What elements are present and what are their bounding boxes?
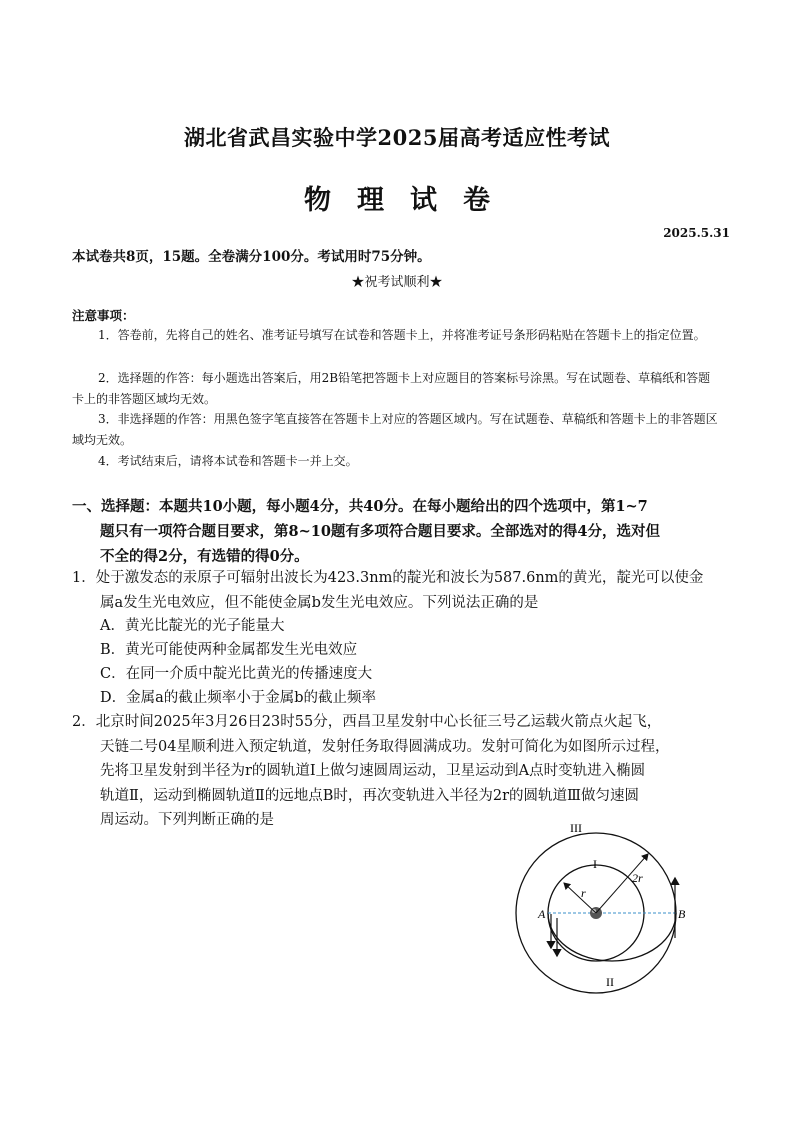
question-1-option-d: D．金属a的截止频率小于金属b的截止频率 (100, 690, 377, 706)
good-luck-line: ★祝考试顺利★ (351, 275, 443, 290)
subject-title: 物理试卷 (304, 185, 516, 216)
question-2-line-1: 2．北京时间2025年3月26日23时55分，西昌卫星发射中心长征三号乙运载火箭点火起飞， (72, 714, 662, 730)
orbit-II-ellipse (548, 913, 676, 961)
notice-item-1: 1．答卷前，先将自己的姓名、准考证号填写在试卷和答题卡上，并将准考证号条形码粘贴在答题卡上的指定位置。 (98, 328, 706, 342)
notice-heading: 注意事项： (72, 308, 135, 323)
label-2r: 2r (632, 871, 643, 885)
section-1-line-1: 一、选择题：本题共10小题，每小题4分，共40分。在每小题给出的四个选项中，第1~7 (72, 498, 648, 515)
question-1-option-c: C．在同一介质中靛光比黄光的传播速度大 (100, 666, 373, 682)
exam-date: 2025.5.31 (663, 226, 730, 240)
question-2-stem (72, 710, 734, 833)
question-2-line-4: 轨道Ⅱ，运动到椭圆轨道Ⅱ的远地点B时，再次变轨进入半径为2r的圆轨道Ⅲ做匀速圆 (100, 787, 640, 804)
exam-intro: 本试卷共8页，15题。全卷满分100分。考试用时75分钟。 (72, 249, 431, 265)
notice-item-4: 4．考试结束后，请将本试卷和答题卡一并上交。 (98, 454, 358, 468)
section-1-line-3: 不全的得2分，有选错的得0分。 (100, 548, 309, 565)
question-1-line-2: 属a发生光电效应，但不能使金属b发生光电效应。下列说法正确的是 (100, 594, 539, 611)
question-1-line-1: 1．处于激发态的汞原子可辐射出波长为423.3nm的靛光和波长为587.6nm的黄光，靛光可以使金 (72, 570, 704, 586)
section-1-heading (72, 494, 728, 569)
question-1-stem (72, 566, 734, 615)
question-1-option-a: A．黄光比靛光的光子能量大 (100, 618, 285, 634)
label-r: r (581, 886, 586, 900)
question-1-option-b: B．黄光可能使两种金属都发生光电效应 (100, 642, 358, 658)
notice-item-2: 2．选择题的作答：每小题选出答案后，用2B铅笔把答题卡上对应题目的答案标号涂黑。写在试题卷、草稿纸和答题卡上的非答题区域均无效。 (72, 371, 711, 406)
question-2-line-3: 先将卫星发射到半径为r的圆轨道Ⅰ上做匀速圆周运动，卫星运动到A点时变轨进入椭圆 (100, 763, 646, 779)
label-point-b: B (678, 907, 686, 921)
section-1-line-2: 题只有一项符合题目要求，第8~10题有多项符合题目要求。全部选对的得4分，选对但 (100, 523, 661, 540)
label-orbit-II: II (606, 975, 614, 989)
orbit-diagram (508, 818, 708, 998)
label-orbit-I: I (593, 857, 597, 871)
label-orbit-III: III (570, 821, 582, 835)
exam-school-title: 湖北省武昌实验中学2025届高考适应性考试 (184, 125, 610, 150)
radius-r-arrow (564, 883, 596, 913)
label-point-a: A (538, 907, 546, 921)
question-2-line-2: 天链二号04星顺利进入预定轨道，发射任务取得圆满成功。发射可简化为如图所示过程， (100, 738, 670, 755)
question-2-line-5: 周运动。下列判断正确的是 (100, 812, 274, 828)
notice-item-3: 3．非选择题的作答：用黑色签字笔直接答在答题卡上对应的答题区域内。写在试题卷、草稿纸和答题卡上的非答题区域均无效。 (72, 412, 718, 447)
